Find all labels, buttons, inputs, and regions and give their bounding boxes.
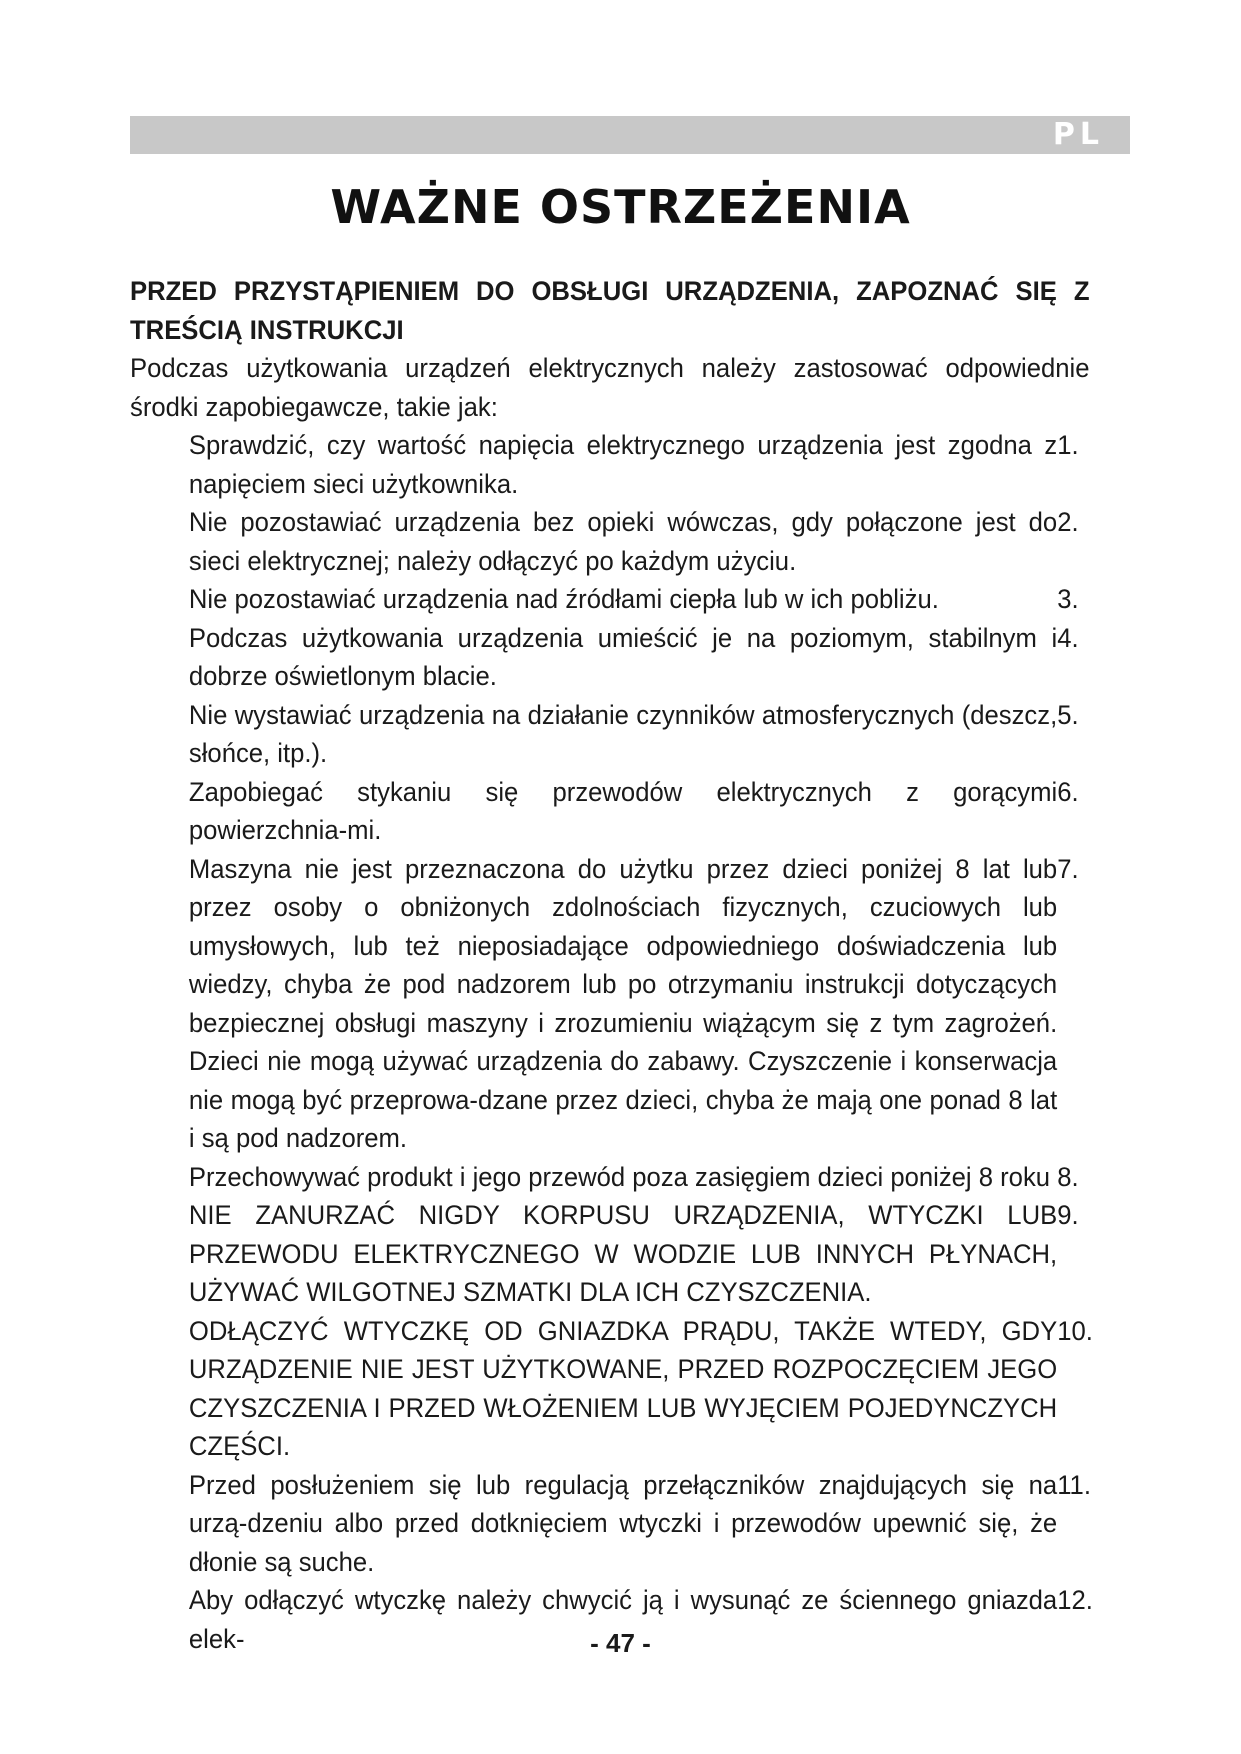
warning-text: Przechowywać produkt i jego przewód poza zasięgiem dzieci poniżej 8 roku bbox=[188, 1161, 1051, 1192]
warning-text: ODŁĄCZYĆ WTYCZKĘ OD GNIAZDKA PRĄDU, TAKŻE WTEDY, GDY URZĄDZENIE NIE JEST UŻYTKOWANE, PRZED ROZPOCZĘCIEM JEGO CZYSZCZENIA I PRZED WŁOŻENIEM LUB WYJĘCIEM POJEDYNCZYCH CZĘŚCI. bbox=[188, 1315, 1058, 1461]
list-item bbox=[189, 1196, 1090, 1312]
warning-number: 5. bbox=[1057, 699, 1079, 730]
list-item bbox=[189, 1158, 1090, 1197]
document-body bbox=[130, 272, 1093, 1658]
intro-text: Podczas użytkowania urządzeń elektrycznych należy zastosować odpowiednie środki zapobiegawcze, takie jak: bbox=[130, 353, 1090, 422]
warning-text: Nie pozostawiać urządzenia bez opieki wówczas, gdy połączone jest do sieci elektrycznej; należy odłączyć po każdym użyciu. bbox=[188, 507, 1058, 576]
page-number: - 47 - bbox=[590, 1628, 651, 1658]
list-item bbox=[189, 850, 1090, 1158]
list-item bbox=[188, 1312, 1093, 1466]
warning-number: 1. bbox=[1057, 430, 1079, 460]
warnings-list bbox=[130, 426, 1093, 1658]
warning-text: Aby odłączyć wtyczkę należy chwycić ją i wysunąć ze ściennego gniazda elek- bbox=[188, 1585, 1058, 1654]
warning-number: 11. bbox=[1057, 1469, 1091, 1500]
warning-number: 2. bbox=[1057, 507, 1079, 537]
warning-text: Nie pozostawiać urządzenia nad źródłami ciepła lub w ich pobliżu. bbox=[188, 584, 939, 614]
list-item bbox=[189, 773, 1090, 850]
warning-text: Zapobiegać stykaniu się przewodów elektrycznych z gorącymi powierzchnia-mi. bbox=[188, 776, 1058, 845]
warning-number: 6. bbox=[1057, 776, 1079, 807]
warning-number: 3. bbox=[1057, 584, 1079, 614]
warning-text: Podczas użytkowania urządzenia umieścić je na poziomym, stabilnym i dobrze oświetlonym blacie. bbox=[188, 622, 1058, 691]
list-item bbox=[189, 580, 1090, 619]
list-item bbox=[189, 696, 1090, 773]
warning-text: Sprawdzić, czy wartość napięcia elektrycznego urządzenia jest zgodna z napięciem sieci użytkownika. bbox=[188, 430, 1058, 499]
intro-heading: PRZED PRZYSTĄPIENIEM DO OBSŁUGI URZĄDZENIA, ZAPOZNAĆ SIĘ Z TREŚCIĄ INSTRUKCJI bbox=[130, 276, 1090, 345]
warning-number: 4. bbox=[1057, 622, 1079, 653]
warning-number: 9. bbox=[1057, 1200, 1079, 1230]
warning-number: 8. bbox=[1057, 1161, 1079, 1192]
list-item bbox=[189, 1466, 1090, 1582]
language-code: PL bbox=[1052, 117, 1104, 152]
page-title: WAŻNE OSTRZEŻENIA bbox=[330, 180, 911, 234]
warning-text: Przed posłużeniem się lub regulacją przełączników znajdujących się na urzą-dzeniu albo przed dotknięciem wtyczki i przewodów upewnić się, że dłonie są suche. bbox=[188, 1469, 1058, 1577]
warning-number: 7. bbox=[1057, 853, 1079, 884]
warning-number: 12. bbox=[1057, 1585, 1093, 1615]
list-item bbox=[189, 619, 1090, 696]
list-item bbox=[189, 426, 1090, 503]
warning-text: Maszyna nie jest przeznaczona do użytku przez dzieci poniżej 8 lat lub przez osoby o obniżonych zdolnościach fizycznych, czuciowych lub umysłowych, lub też nieposiadające odpowiedniego doświadczenia lub wiedzy, chyba że pod nadzorem lub po otrzymaniu instrukcji dotyczących bezpiecznej obsługi maszyny i zrozumieniu wiążącym się z tym zagrożeń. Dzieci nie mogą używać urządzenia do zabawy. Czyszczenie i konserwacja nie mogą być przeprowa-dzane przez dzieci, chyba że mają one ponad 8 lat i są pod nadzorem. bbox=[188, 853, 1058, 1153]
warning-text: NIE ZANURZAĆ NIGDY KORPUSU URZĄDZENIA, WTYCZKI LUB PRZEWODU ELEKTRYCZNEGO W WODZIE LUB INNYCH PŁYNACH, UŻYWAĆ WILGOTNEJ SZMATKI DLA ICH CZYSZCZENIA. bbox=[188, 1200, 1058, 1307]
list-item bbox=[189, 503, 1090, 580]
warning-text: Nie wystawiać urządzenia na działanie czynników atmosferycznych (deszcz, słońce, itp.). bbox=[188, 699, 1058, 768]
language-bar bbox=[130, 116, 1130, 154]
warning-number: 10. bbox=[1057, 1315, 1093, 1346]
